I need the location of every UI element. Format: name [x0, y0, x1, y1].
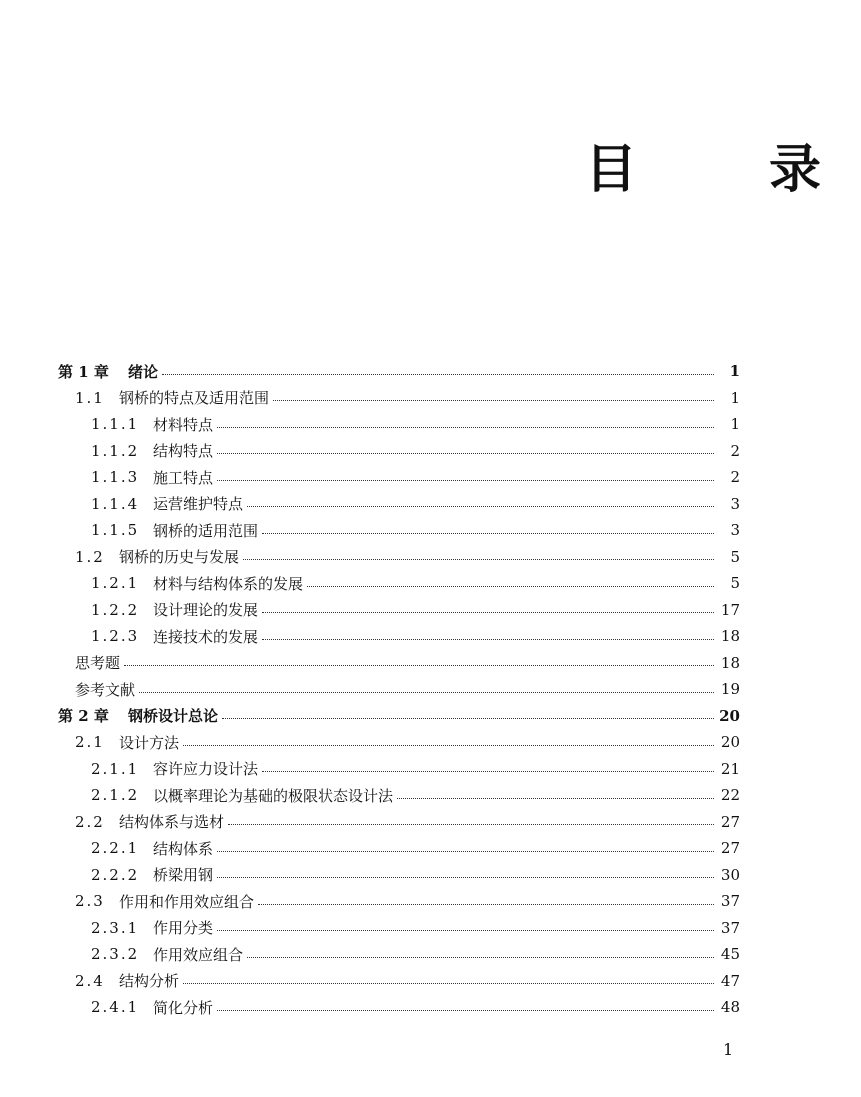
toc-entry-page: 1: [730, 388, 740, 407]
toc-entry-number: 2.3.1: [91, 918, 140, 937]
dot-leader: [258, 904, 714, 905]
toc-entry[interactable]: [91, 862, 740, 888]
toc-entry-number: 1.1.2: [91, 441, 140, 460]
toc-entry-title: 运营维护特点: [153, 495, 244, 513]
dot-leader: [217, 1010, 714, 1011]
toc-entry-title: 结构体系: [153, 839, 214, 858]
toc-entry-page: 20: [719, 706, 740, 725]
toc-entry[interactable]: [91, 756, 740, 782]
toc-entry-number: 2.2: [75, 812, 105, 831]
toc-entry-page: 19: [720, 680, 740, 698]
toc-entry[interactable]: [91, 597, 740, 623]
dot-leader: [217, 851, 714, 852]
dot-leader: [262, 639, 714, 640]
toc-entry[interactable]: [75, 968, 740, 994]
toc-entry-page: 3: [730, 521, 740, 539]
toc-entry-number: 1.1.4: [91, 494, 140, 513]
toc-entry[interactable]: [91, 835, 740, 861]
dot-leader: [247, 506, 714, 507]
toc-entry-number: 1.2: [75, 547, 105, 566]
toc-entry-title: 作用和作用效应组合: [119, 892, 255, 911]
toc-entry[interactable]: [91, 570, 740, 596]
toc-entry-title: 结构特点: [153, 442, 214, 460]
toc-entry-number: 2.4.1: [91, 998, 140, 1016]
toc-entry-number: 2.3: [75, 892, 105, 910]
toc-entry-title: 作用分类: [153, 919, 214, 937]
toc-entry-page: 47: [720, 971, 740, 990]
toc-entry-page: 45: [720, 945, 740, 963]
toc-entry[interactable]: [58, 358, 740, 384]
dot-leader: [397, 798, 714, 799]
dot-leader: [183, 983, 714, 984]
toc-entry-number: 2.2.2: [91, 865, 140, 884]
dot-leader: [217, 930, 714, 931]
toc-entry[interactable]: [91, 517, 740, 543]
dot-leader: [247, 957, 714, 958]
toc-entry-title: 材料与结构体系的发展: [153, 574, 304, 593]
dot-leader: [217, 877, 714, 878]
toc-entry-page: 5: [730, 574, 740, 592]
toc-entry[interactable]: [75, 385, 740, 411]
dot-leader: [262, 533, 714, 534]
toc-entry-number: 2.1: [75, 733, 105, 751]
toc-entry[interactable]: [75, 676, 740, 702]
dot-leader: [243, 559, 714, 560]
toc-entry-title: 钢桥的特点及适用范围: [119, 389, 270, 407]
dot-leader: [217, 453, 714, 454]
toc-entry-page: 3: [730, 494, 740, 513]
toc-entry[interactable]: [58, 703, 740, 729]
toc-entry[interactable]: [91, 411, 740, 437]
toc-entry-number: 2.1.1: [91, 759, 140, 778]
toc-entry[interactable]: [75, 729, 740, 755]
toc-entry-page: 30: [720, 865, 740, 884]
toc-entry-title: 设计方法: [119, 733, 180, 752]
dot-leader: [262, 771, 714, 772]
dot-leader: [222, 718, 714, 719]
toc-entry-number: 1.2.2: [91, 600, 140, 619]
toc-entry-title: 钢桥的历史与发展: [119, 548, 240, 566]
toc-entry-title: 材料特点: [153, 415, 214, 434]
toc-entry[interactable]: [91, 623, 740, 649]
toc-entry-page: 37: [720, 892, 740, 910]
toc-entry[interactable]: [75, 544, 740, 570]
toc-entry-title: 容许应力设计法: [153, 760, 259, 778]
toc-entry[interactable]: [75, 888, 740, 914]
dot-leader: [183, 745, 714, 746]
dot-leader: [139, 692, 714, 693]
toc-entry-number: 1.1.1: [91, 415, 140, 433]
toc-entry-page: 1: [730, 415, 740, 433]
toc-entry-title: 参考文献: [75, 680, 136, 699]
dot-leader: [217, 427, 714, 428]
toc-entry-title: 绪论: [128, 362, 159, 381]
page-title: 目 录: [585, 139, 861, 200]
dot-leader: [273, 400, 714, 401]
toc-entry-title: 钢桥设计总论: [128, 707, 219, 725]
toc-entry-title: 结构分析: [119, 972, 180, 990]
page-number: 1: [723, 1040, 734, 1059]
dot-leader: [228, 824, 714, 825]
toc-entry[interactable]: [91, 464, 740, 490]
dot-leader: [217, 480, 714, 481]
toc-entry-page: 48: [720, 998, 740, 1016]
dot-leader: [162, 374, 714, 375]
toc-entry-number: 1.1: [75, 388, 105, 407]
toc-entry-number: 1.1.3: [91, 468, 140, 486]
toc-entry-page: 37: [720, 918, 740, 937]
toc-entry-number: 第 1 章: [58, 362, 109, 381]
toc-entry[interactable]: [75, 650, 740, 676]
toc-entry-page: 21: [720, 759, 740, 778]
toc-entry-number: 2.1.2: [91, 786, 140, 804]
toc-entry-title: 施工特点: [153, 468, 214, 487]
dot-leader: [262, 612, 714, 613]
toc-entry-title: 桥梁用钢: [153, 866, 214, 884]
toc-entry-number: 2.2.1: [91, 839, 140, 857]
toc-entry-page: 27: [720, 839, 740, 857]
toc-entry[interactable]: [91, 915, 740, 941]
toc-entry-number: 2.4: [75, 971, 105, 990]
toc-entry-title: 设计理论的发展: [153, 601, 259, 619]
toc-entry[interactable]: [91, 941, 740, 967]
toc-entry-page: 1: [729, 362, 740, 380]
toc-entry-page: 2: [730, 441, 740, 460]
toc-entry-page: 22: [720, 786, 740, 804]
toc-entry-number: 1.1.5: [91, 521, 140, 539]
toc-entry-page: 2: [730, 468, 740, 486]
toc-entry-number: 2.3.2: [91, 945, 140, 963]
dot-leader: [124, 665, 714, 666]
toc-entry-title: 钢桥的适用范围: [153, 521, 259, 540]
toc-entry-title: 结构体系与选材: [119, 813, 225, 831]
toc-entry[interactable]: [75, 809, 740, 835]
toc-entry-page: 18: [720, 653, 740, 672]
dot-leader: [307, 586, 714, 587]
toc-entry-number: 第 2 章: [58, 707, 109, 725]
toc-entry-title: 以概率理论为基础的极限状态设计法: [153, 786, 394, 805]
toc-entry-page: 20: [720, 733, 740, 751]
toc-entry-page: 5: [730, 547, 740, 566]
toc-entry[interactable]: [91, 491, 740, 517]
toc-entry[interactable]: [91, 438, 740, 464]
toc-entry-title: 简化分析: [153, 998, 214, 1017]
toc-entry[interactable]: [91, 782, 740, 808]
toc-entry-number: 1.2.1: [91, 574, 140, 592]
toc-entry-title: 连接技术的发展: [153, 627, 259, 646]
toc-entry-title: 作用效应组合: [153, 945, 244, 964]
toc-entry-page: 17: [720, 600, 740, 619]
toc-entry-title: 思考题: [75, 654, 121, 672]
toc-entry[interactable]: [91, 994, 740, 1020]
toc-entry-page: 18: [720, 627, 740, 645]
toc-entry-page: 27: [720, 812, 740, 831]
toc-entry-number: 1.2.3: [91, 627, 140, 645]
